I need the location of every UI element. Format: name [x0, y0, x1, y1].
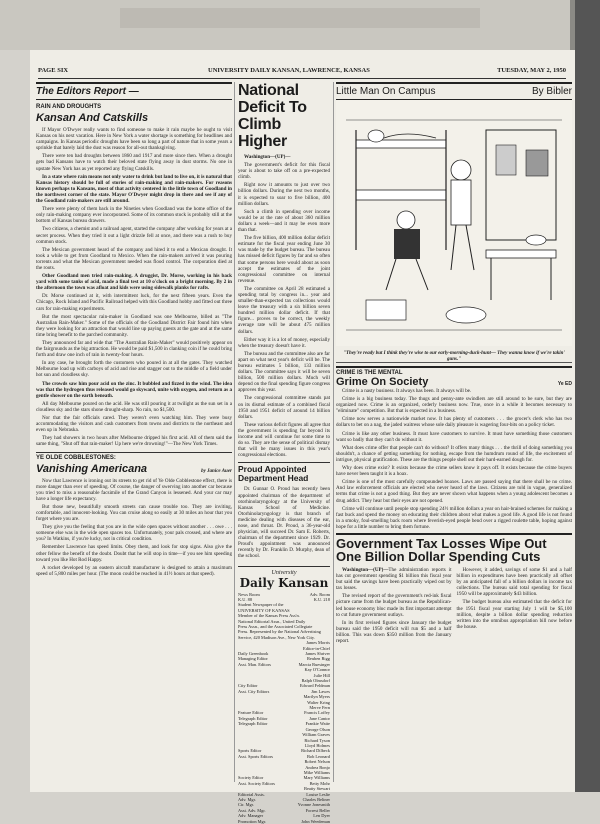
article-paragraph: The government's deficit for this fiscal year is about to take off on a pre-expected climb.	[238, 162, 330, 181]
comic-byline: By Bibler	[531, 86, 572, 97]
article-body	[36, 478, 232, 577]
staff-name: K.U. 218	[313, 596, 330, 602]
byline: Ye ED	[557, 381, 572, 387]
page-masthead	[38, 64, 566, 79]
column-rule	[333, 82, 334, 782]
staff-title: Adv. Mgr.	[238, 796, 256, 802]
staff-row	[238, 629, 330, 640]
headline: Government Tax Losses Wipe Out One Billion Dollar Spending Cuts	[336, 533, 572, 564]
staff-title: Society Editor	[238, 775, 264, 781]
article-paragraph	[336, 567, 452, 591]
staff-name: Lloyd Holmes	[304, 742, 330, 748]
staff-name: James Shriver	[305, 651, 330, 656]
staff-name: James Morris	[306, 640, 330, 646]
section-heading	[36, 82, 232, 100]
article-paragraph: Right now it amounts to just over two billion dollars. During the next two months, it is expected to soar to five billion, 400 million dollars.	[238, 182, 330, 207]
staff-title: Managing Editor	[238, 656, 268, 662]
article-paragraph: Dr. Gunnar O. Proud has recently been appointed chairman of the department of otorhinolaryngology at the University of Kansas School of Medicine. Otorhinolaryngology is that branch of medicine dealing with diseases of the ear, nose, and throat. Dr. Proud, a 36-year-old physician, will succeed Dr. Sam E. Roberts, chairman of the department since 1929. Dr. Proud's appointment was announced recently by Dr. Franklin D. Murphy, dean of the school.	[238, 486, 330, 560]
flag-title: Daily Kansan	[239, 575, 329, 590]
staff-title: K.U. 88	[238, 596, 253, 602]
staff-title: Asst. Society Editors	[238, 780, 275, 786]
article-paragraph: Remember Lawrence has speed limits. Obey them, and look for stop signs. Also give the other fellow the benefit of the doubt. Doubt that he will stop in time—if you see him speeding toward you like Hot Rod Happy.	[36, 544, 232, 563]
staff-title: Member of the Kansas Press Ass'n.	[238, 613, 300, 619]
article-paragraph: The Mexican government heard of the company and hired it to end a Mexican drought. It took a while to get from Goodland to Mexico. When the rain-makers arrived it was pouring torrents and what the Mexican government needed was flood control. The corporation died at the roots.	[36, 246, 232, 271]
staff-name: George Olson	[305, 726, 330, 732]
article-paragraph: They announced far and wide that "The Australian Rain-Maker" would positively appear on the fairgrounds as the big attraction. He would be paid $1,500 in clanking coin if he could bring forth and draw one inch of rain in twenty-four hours.	[36, 340, 232, 359]
staff-name: Edward Feldman	[299, 683, 330, 689]
dateline: Washington—(UP)—	[342, 566, 389, 573]
article-paragraph: They had showers in two hours after Melbourne dripped his first acid. All of them said the same thing, "Shut off that rain-maker! Up here we're drowning!"—The New York Times.	[36, 435, 232, 448]
staff-title: Asst. Man. Editors	[238, 661, 271, 667]
cartoon-illustration	[336, 100, 572, 363]
staff-name: Andrea Bonjo	[305, 764, 330, 770]
headline: National Deficit To Climb Higher	[238, 82, 307, 150]
article-paragraph: Why does crime exist? It exists because the crime sellers know it pays off. It exists because the crime buyers have never been taught it is a hoax.	[336, 465, 572, 478]
article-paragraph: The five billion, 400 million dollar deficit estimate for the fiscal year ending June 30 was made by the budget bureau. The bureau has missed deficit figures by far and so often that some persons here would about as soon accept the estimates of the joint congressional committee on internal revenue.	[238, 235, 330, 284]
staff-name: Adv. Room	[309, 591, 330, 597]
staff-name: Reuben Rigg	[306, 656, 330, 662]
staff-title: Telegraph Editor	[238, 721, 268, 727]
comic-title: Little Man On Campus	[336, 86, 436, 97]
staff-name: Richard Tyson	[304, 737, 330, 743]
staff-name: Jim Lawes	[311, 688, 330, 694]
flag-university: University	[271, 569, 297, 576]
article-paragraph: The committee on April 28 estimated a spending total by congress in... year and smaller-than-expected tax collections would leave the treasury with a six billion seven hundred million dollar deficit. If that figure... proves to be correct, the weekly average rate will be about 475 million dollars.	[238, 285, 330, 335]
staff-name: Frankie Waite	[305, 721, 330, 727]
article-paragraph: But the most spectacular rain-maker in Goodland was one Melbourne, billed as "The Australian Rain-Maker." Some of the officials of the Goodland District Fair found him when they were looking for an attraction that would line up paying guests at the gate and at the same time bring benefit to the parched community.	[36, 313, 232, 338]
staff-name: Marcia Ruesinger	[298, 661, 330, 667]
staff-name: Robert Nelson	[304, 759, 330, 765]
article-paragraph: Nor that the fair officials cared. They weren't even watching him. They were busy accommodating the visitors and cash customers from towns and districts to the northeast and even up in Nebraska.	[36, 415, 232, 434]
column-rule	[234, 82, 235, 782]
headline: Vanishing Americana	[36, 462, 148, 475]
kicker: RAIN AND DROUGHTS	[36, 104, 102, 110]
dateline: Washington—(UP)—	[244, 154, 291, 160]
staff-name: Ralph Olmsdorf	[301, 678, 330, 684]
staff-name: William Graves	[302, 732, 330, 738]
headline-row	[36, 463, 232, 478]
article-body	[36, 127, 232, 448]
staff-title: News Room	[238, 591, 260, 597]
staff-title: Press. Represented by the National Advertising Service, 420 Madison Ave., New York City.	[238, 629, 321, 640]
article-paragraph: Such a climb in spending over income would be at the rate of about 360 million dollars a week—and it may be even more than that.	[238, 208, 330, 234]
staff-title: Editorial Assts.	[238, 791, 265, 797]
article-paragraph: But those new, beautifully smooth streets can cause trouble too. They are inviting, comfortable, and innocent-looking. You can cruise along so easily at 30 miles an hour that you forget where you are.	[36, 503, 232, 523]
scan-top-strip	[0, 0, 600, 50]
article-paragraph: The bureau and the committee also are far apart on what next year's deficit will be. The bureau estimates 5 billion, 133 million dollars. The committee says it will be seven billion, 500 million dollars. Much will depend on the final spending figure congress approves this year.	[238, 350, 330, 394]
staff-name: Richard Dilbeck	[301, 748, 330, 754]
article-paragraph: In any case, he brought forth the customers who poured in at all the gates. They watched Melbourne load up with carboys of acid and rise and stagger out to the middle of a field under hot sun and cloudless sky.	[36, 360, 232, 379]
staff-name: Editor-in-Chief	[303, 645, 330, 651]
newspaper-page	[30, 50, 575, 824]
staff-title: Feature Editor	[238, 710, 264, 716]
issue-date: TUESDAY, MAY 2, 1950	[497, 67, 566, 74]
staff-title: Press Assn., and the Associated Collegiate	[238, 623, 313, 629]
staff-name: Len Dyer	[313, 813, 330, 819]
article-paragraph: These various deficit figures all agree that the government is spending far beyond its income and will continue for some time to do so. They are the sense of political dismay that will be many issues in this year's congressional elections.	[238, 421, 330, 459]
staff-name: Forrest Beller	[305, 807, 330, 813]
staff-title: Asst. City Editors	[238, 688, 270, 694]
staff-title: Asst. Sports Editors	[238, 753, 274, 759]
staff-title: Telegraph Editor	[238, 715, 268, 721]
staff-name: Beatty Stewart	[304, 786, 330, 792]
article-paragraph: There were plenty of them back in the Nineties when Goodland was the home office of the only rain-making company ever incorporated. Some of its common stock is probably still at the bottom of Kansas bureau drawers.	[36, 206, 232, 225]
article-paragraph: What does crime offer that people can't do without? It offers many things . . . the thrill of doing something you shouldn't, a chance of getting something for nothing, escape from the humdrum round of life, the excitement of intrigue, physical gratification. These are the things people shell out their hard-earned dough for.	[336, 444, 572, 463]
newspaper-flag	[238, 566, 330, 590]
article-paragraph: Crime is a nasty business. It always has been. It always will be.	[342, 388, 472, 394]
staff-title: Asst. Adv. Mgr.	[238, 807, 266, 813]
article-paragraph: The budget bureau also estimated that the deficit for the 1951 fiscal year starting July 1 will be $5,100 million, despite a billion dollar spending reduction written into the omnibus appropriation bill now before the house.	[456, 599, 572, 630]
staff-name: Kay O'Connor	[304, 667, 330, 673]
staff-title: Cir. Mgr.	[238, 802, 254, 808]
staff-name: John Weedeman	[301, 818, 330, 824]
article-body	[336, 388, 572, 530]
staff-title: UNIVERSITY OF KANSAS	[238, 607, 290, 613]
staff-name: Mary Williams	[303, 775, 330, 781]
article-paragraph: All day Melbourne poured on the acid. He was still pouring it at twilight as the sun set in a cloudless sky and the stars shone drought-sharp. No rain, no $1,500.	[36, 400, 232, 413]
staff-title: Promotion Mgr.	[238, 818, 267, 824]
paragraph-text: The administration reports it has cut government spending $1 billion this fiscal year but said the savings have been practically wiped out by tax losses.	[336, 566, 452, 592]
article-paragraph: Crime is like any other business. It must have customers to survive. It must have something those customers want so badly that they can't do without it.	[336, 430, 572, 443]
headline: Proud Appointed Department Head	[238, 462, 330, 483]
byline: by Janice Auer	[201, 468, 232, 474]
staff-name: Betty Mohr	[309, 780, 330, 786]
staff-title: Sports Editor	[238, 748, 262, 754]
staff-title: Adv. Manager	[238, 813, 264, 819]
staff-name: Francis Loffey	[304, 710, 330, 716]
page-number: PAGE SIX	[38, 67, 69, 74]
editors-report-column	[36, 82, 232, 788]
staff-name: Yvonne Jonesmith	[297, 802, 330, 808]
article-paragraph: The revised report of the government's red-ink fiscal picture came from the budget bureau as the Republican-led house economy bloc made its first important attempt to cut future government outlays.	[336, 593, 452, 618]
article-paragraph: There were ten bad droughts between 1860 and 1917 and more since then. When a drought gets bad Kansans have to watch their beloved state flying away in dust storms. No one in upstate New York has as yet reported any flying Catskills.	[36, 153, 232, 172]
headline-row	[336, 376, 572, 388]
staff-name: Marilyn Myers	[303, 694, 330, 700]
article-paragraph: Either way it is a lot of money, especially when the treasury doesn't have it.	[238, 336, 330, 349]
article-paragraph: In its first revised figures since January the budget bureau said the 1950 deficit will run $5 and a half billion. This was down $350 million from the January report.	[336, 619, 452, 644]
article-paragraph: In a state where rain means not only water to drink but land to live on, it is natural that Kansas history should be full of stories of rain-making and rain-makers. For reasons known perhaps to Kansans, most of that activity centered in the little town of Goodland in the northwest corner of the state. Mayor O'Dwyer might drop in there and see if any of the Goodland rain-makers are still around.	[36, 173, 232, 205]
scan-dark-edge	[575, 0, 600, 792]
article-paragraph: Crime now serves a nationwide market now. It has plenty of customers . . . the grocer's clerk who has two dollars to bet on a nag, the jaded waitress whose sole daily pleasure is wagering four-bits on a policy ticket.	[336, 416, 572, 429]
staff-name: Merve Fern	[309, 705, 330, 711]
kicker: YE OLDE COBBLESTONES:	[36, 452, 232, 461]
staff-name: Julie Hill	[313, 672, 330, 678]
staff-row	[238, 819, 330, 824]
article-paragraph: The crowds saw him pour acid on the zinc. It bubbled and fizzed in the wind. The idea was that the hydrogen thus released would go skyward, unite with oxygen, and return as a gentle shower on the earth beneath.	[36, 380, 232, 399]
article-paragraph: A rocket developed by an eastern aircraft manufacturer is designed to attain a maximum speed of 5,800 miles per hour. (The moon could be reached in 41½ hours at that speed).	[36, 564, 232, 577]
article-paragraph: Crime will continue until people stop spending 24½ million dollars a year on hair-brained schemes for making a fast buck and spend the money on educating their children about what makes a good life. A good life is not found in a smoky, foul-smelling back room where feverish-eyed people bend over a rigged roulette table, hoping against hope for a little number to bring them fortune.	[336, 505, 572, 530]
article-paragraph: However, it added, savings of some $1 and a half billion in expenditures have been practically all offset by an anticipated fall of a billion dollars in income tax collections. The bureau said total spending for fiscal 1950 will be approximately $43 billion.	[456, 566, 572, 598]
article-paragraph: They give you the feeling that you are in the wide open spaces without another . . . owe . . . someone else was in the wide open spaces too. Unfortunately, your pals crossed, and where are you? In Watkins, if you're lucky, not in critical condition.	[36, 524, 232, 543]
cartoon-caption: "They're ready but I think they're wise to our early-morning-duck-hunt— They wanna know if we're takin' guns."	[343, 351, 565, 362]
staff-box	[238, 592, 330, 824]
kicker: CRIME IS THE MENTAL	[336, 366, 572, 376]
article-body	[238, 162, 330, 458]
article-paragraph: Dr. Morse continued at it, with intermittent luck, for the next fifteen years. Even the Chicago, Rock Island and Pacific Railroad helped with this Goodland hobby and fitted out three cars for rain-making experiments.	[36, 293, 232, 312]
staff-name: Louise Leslie	[306, 791, 330, 797]
staff-title: National Editorial Assn., United Daily	[238, 618, 306, 624]
staff-name: Charles Beliner	[302, 796, 330, 802]
news-column	[238, 82, 330, 824]
staff-name: Jane Cantor	[309, 715, 330, 721]
article-paragraph: Now that Lawrence is ironing out its streets to get rid of Ye Olde Cobblestone effect, there is more danger than ever of speeding. Of course, the danger of swerving into another car because you tried to miss a reasonable facsimile of the Grand Canyon is lessened. And your car may have a longer life expectancy.	[36, 477, 232, 502]
article-body	[336, 567, 572, 644]
right-column	[336, 82, 572, 788]
headline: Grime On Society	[336, 376, 429, 388]
headline: Kansan And Catskills	[36, 112, 149, 124]
staff-name: Bob Leonard	[306, 753, 330, 759]
article-paragraph: The congressional committee stands pat on its dismal estimate of a combined fiscal 1950 and 1951 deficit of around 14 billion dollars.	[238, 395, 330, 420]
cartoon-drawing	[336, 100, 572, 346]
staff-name: Mike Williams	[303, 769, 330, 775]
article-paragraph: Two citizens, a chemist and a railroad agent, started the company after working for years at a secret process. When they tried it out a light drizzle fell at once, and there was a rush to buy common stock.	[36, 226, 232, 245]
paper-name: UNIVERSITY DAILY KANSAN, LAWRENCE, KANSAS	[208, 67, 370, 74]
article-paragraph: Crime is a big business today. The thugs and penny-ante swindlers are still around to be sure, but they are organized now. Crime is an organized, orderly business now. True, once in a while it becomes necessary to "eliminate" competition. But that is expected in a business.	[336, 396, 572, 415]
article-paragraph: Other Goodland men tried rain-making. A druggist, Dr. Morse, working in his back yard with some tanks of acid, made a final test at 10 o'clock on a bright morning. By 2 in the afternoon the town was afloat and kids were using sidewalk planks for rafts.	[36, 273, 232, 292]
comic-heading	[336, 82, 572, 100]
article-paragraph: If Mayor O'Dwyer really wants to find someone to make it rain maybe he ought to visit Kansas on his next vacation. Here in New York a water shortage is something for headlines and campaigns. In Kansas periodic droughts have been so long a part of nature that in some years a sprinkle that barely laid the dust was reason for all-out thanksgiving.	[36, 127, 232, 152]
staff-title: City Editor	[238, 683, 258, 689]
staff-name: Walter Kring	[307, 699, 330, 705]
staff-title: Daily Greenbook	[238, 651, 269, 656]
staff-title: Student Newspaper of the	[238, 602, 284, 608]
section-title: The Editors Report —	[36, 86, 139, 97]
article-paragraph: Crime is one of the most carefully compounded hoaxes. Laws are passed saying that there shall be no crime. And law enforcement officials are elected who never heard of the laws. Citizens are told in vague, generalized terms that crime is not a good thing. But they are never shown what happens when a young adolescent becomes a drug addict. They hear but their eyes are not opened.	[336, 479, 572, 504]
